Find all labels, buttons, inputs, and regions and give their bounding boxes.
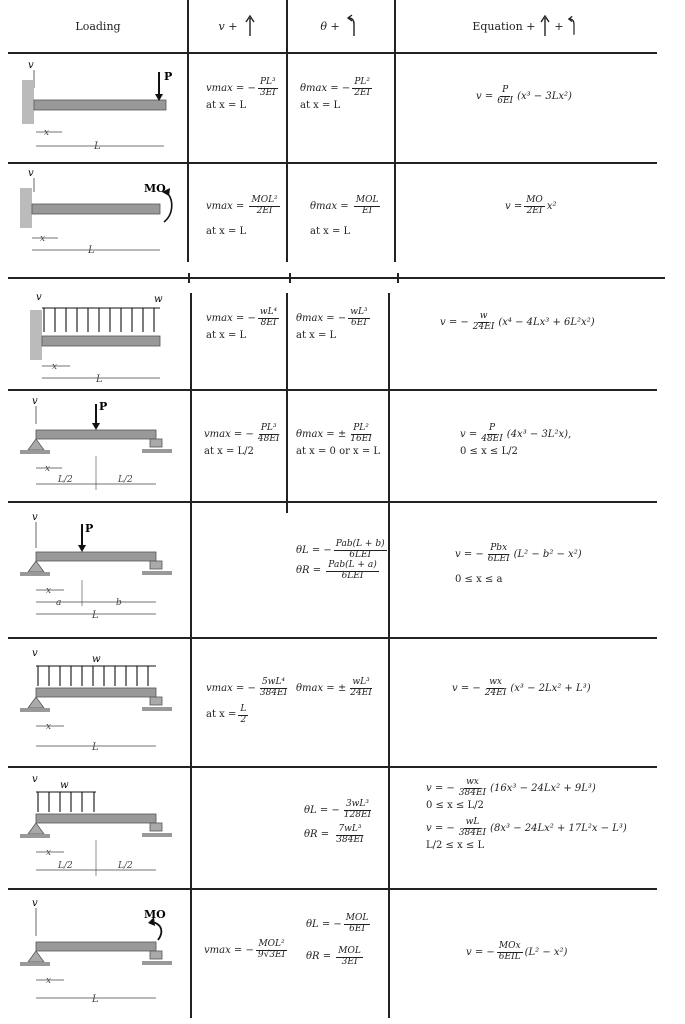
- equation-cell: v = − $\frac{w}{24EI}$ (x⁴ − 4Lx³ + 6L²x²): [440, 311, 595, 332]
- load-label: w: [60, 780, 69, 791]
- length-label: L: [92, 610, 99, 621]
- pin-support: [28, 951, 44, 962]
- rule: [8, 277, 665, 279]
- equation-cell: v = − $\frac{\text{MOx}}{\text{6EIL}}$ (L² − x²): [466, 941, 568, 962]
- roller-support: [150, 697, 162, 705]
- rule: [8, 52, 657, 54]
- diagram-simple-distributed: [14, 646, 186, 756]
- col-divider: [388, 293, 390, 1018]
- rule: [8, 389, 657, 391]
- beam: [32, 204, 160, 214]
- theta-left-cell: θL = − $\frac{\text{3wL³}}{128EI}$ θR = $\frac{\text{7wL³}}{384EI}$: [304, 799, 372, 845]
- theta-max-cell: θmax = − $\frac{\text{PL²}}{2EI}$ at x = L: [300, 77, 371, 111]
- vmax-cell: vmax = − $\frac{\text{PL³}}{48EI}$ at x = L/2: [204, 423, 280, 457]
- moment-arrow: [164, 192, 172, 222]
- header-slope: θ +: [288, 0, 394, 52]
- v-axis-label: v: [32, 898, 38, 909]
- rule: [8, 162, 657, 164]
- equation-cell: v = $\frac{P}{48EI}$ (4x³ − 3L²x), 0 ≤ x ≤ L/2: [460, 423, 572, 457]
- theta-max-cell: θmax = $\frac{\text{MOL}}{EI}$ at x = L: [310, 195, 379, 237]
- diagram-simple-half-distributed: [14, 772, 186, 884]
- beam: [36, 814, 156, 823]
- x-label: x: [46, 848, 52, 858]
- vmax-cell: vmax = − $\frac{\text{MOL²}}{9√3EI}$: [204, 939, 286, 960]
- pin-support: [28, 697, 44, 708]
- roller-support: [150, 561, 162, 569]
- beam: [34, 100, 166, 110]
- diagram-simple-offset-point: [14, 510, 186, 630]
- half-length-label: L/2: [118, 475, 133, 485]
- col-divider: [190, 293, 192, 1018]
- col-divider: [397, 273, 399, 283]
- b-label: b: [116, 598, 122, 608]
- length-label: L: [96, 374, 103, 385]
- theta-max-cell: θmax = − $\frac{\text{wL³}}{6EI}$ at x = L: [296, 307, 368, 341]
- col-divider: [188, 273, 190, 283]
- distributed-load-arrows: [38, 666, 148, 686]
- up-arrow-icon: [539, 14, 551, 38]
- length-label: L: [92, 994, 99, 1005]
- x-label: x: [52, 362, 58, 372]
- x-label: x: [45, 464, 51, 474]
- load-label: P: [99, 400, 108, 413]
- beam: [36, 430, 156, 439]
- roller-support: [150, 823, 162, 831]
- roller-support: [150, 439, 162, 447]
- distributed-load-arrows: [38, 792, 94, 812]
- beam: [36, 942, 156, 951]
- theta-max-cell: θmax = ± $\frac{\text{PL²}}{16EI}$ at x = 0 or x = L: [296, 423, 381, 457]
- moment-label: MO: [144, 182, 166, 195]
- v-axis-label: v: [36, 292, 42, 303]
- a-label: a: [56, 598, 62, 608]
- length-label: L: [94, 141, 101, 152]
- vmax-cell: vmax = − $\frac{\text{5wL⁴}}{384EI}$ at x = $\frac{L}{2}$: [206, 677, 288, 725]
- pin-support: [28, 823, 44, 834]
- diagram-simple-end-moment: [14, 896, 186, 1012]
- rule: [8, 888, 657, 890]
- rule: [8, 766, 657, 768]
- header-equation: Equation + +: [396, 0, 657, 52]
- diagram-cantilever-moment: [14, 166, 184, 260]
- x-label: x: [46, 722, 52, 732]
- theta-left-cell: θL = − $\frac{\text{MOL}}{6EI}$ θR = $\frac{\text{MOL}}{3EI}$: [306, 913, 369, 967]
- x-label: x: [46, 586, 52, 596]
- length-label: L: [88, 245, 95, 256]
- diagram-cantilever-distributed: [14, 290, 184, 386]
- wall-support: [30, 310, 42, 360]
- moment-label: MO: [144, 908, 166, 921]
- pin-support: [28, 561, 44, 572]
- diagram-simple-center-point: [14, 394, 186, 498]
- equation-cell: v = − $\frac{wx}{24EI}$ (x³ − 2Lx² + L³): [452, 677, 591, 698]
- wall-support: [22, 80, 34, 124]
- vmax-cell: vmax = $\frac{\text{MOL²}}{2EI}$ at x = L: [206, 195, 278, 237]
- half-length-label: L/2: [118, 861, 133, 871]
- v-axis-label: v: [28, 168, 34, 179]
- diagram-cantilever-point: [14, 58, 184, 158]
- vmax-cell: vmax = − $\frac{\text{PL³}}{3EI}$ at x = L: [206, 77, 276, 111]
- x-label: x: [40, 234, 46, 244]
- half-length-label: L/2: [58, 475, 73, 485]
- load-label: P: [164, 70, 173, 83]
- load-label: w: [92, 654, 101, 665]
- col-divider: [394, 0, 396, 262]
- ccw-arrow-icon: [567, 14, 581, 38]
- x-label: x: [46, 976, 52, 986]
- half-length-label: L/2: [58, 861, 73, 871]
- col-divider: [187, 0, 189, 262]
- theta-left-cell: θL = − $\frac{\text{Pab(L + b)}}{\text{6LEI}}$ θR = $\frac{\text{Pab(L + a)}}{\text{6LEI}}$: [296, 539, 385, 581]
- equation-cell: v = $\frac{MO}{2EI}$ x²: [505, 195, 557, 216]
- header-loading: Loading: [75, 19, 121, 33]
- wall-support: [20, 188, 32, 228]
- beam: [36, 552, 156, 561]
- equation-cell: v = − $\frac{wx}{384EI}$ (16x³ − 24Lx² + 9L³) 0 ≤ x ≤ L/2 v = − $\frac{wL}{384EI}$ (8x³ − 24Lx² + 17L²x − L³) L/2 ≤ x ≤ L: [426, 777, 627, 852]
- load-label: w: [154, 294, 163, 305]
- beam: [36, 688, 156, 697]
- rule: [8, 501, 657, 503]
- ccw-arrow-icon: [346, 14, 362, 38]
- v-axis-label: v: [32, 774, 38, 785]
- distributed-load-arrows: [44, 308, 154, 332]
- v-axis-label: v: [32, 512, 38, 523]
- col-divider: [286, 293, 288, 513]
- col-divider: [286, 0, 288, 262]
- equation-cell: v = $\frac{P}{6EI}$ (x³ − 3Lx²): [476, 85, 572, 106]
- roller-support: [150, 951, 162, 959]
- v-axis-label: v: [32, 648, 38, 659]
- equation-cell: v = − $\frac{\text{Pbx}}{\text{6LEI}}$ (L² − b² − x²) 0 ≤ x ≤ a: [455, 543, 582, 585]
- vmax-cell: vmax = − $\frac{\text{wL⁴}}{8EI}$ at x = L: [206, 307, 278, 341]
- v-axis-label: v: [32, 396, 38, 407]
- load-label: P: [85, 522, 94, 535]
- theta-max-cell: θmax = ± $\frac{\text{wL³}}{24EI}$: [296, 677, 372, 698]
- pin-support: [28, 439, 44, 450]
- up-arrow-icon: [243, 14, 257, 38]
- length-label: L: [92, 742, 99, 753]
- rule: [8, 637, 657, 639]
- header-deflection: v +: [190, 0, 286, 52]
- beam: [42, 336, 160, 346]
- x-label: x: [44, 128, 50, 138]
- v-axis-label: v: [28, 60, 34, 71]
- col-divider: [289, 273, 291, 283]
